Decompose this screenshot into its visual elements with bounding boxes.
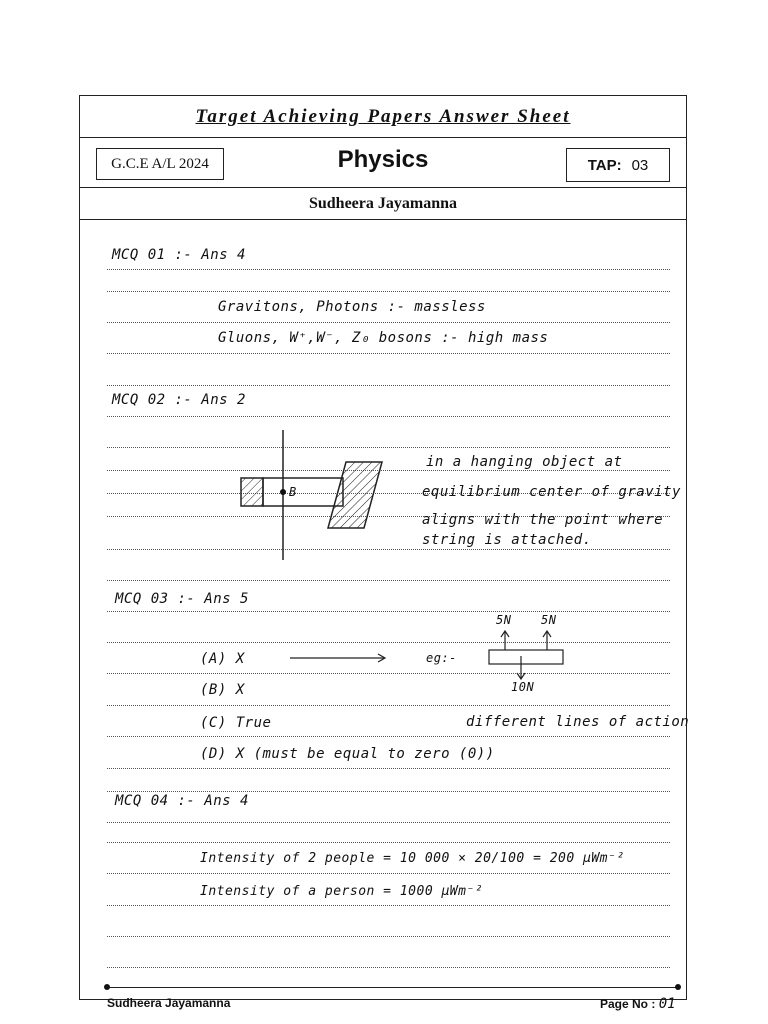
mcq04-heading: MCQ 04 :- Ans 4 [115, 793, 249, 809]
ruled-line [107, 291, 670, 292]
ruled-line [107, 673, 670, 674]
hatched-block-left [241, 478, 263, 506]
ruled-line [107, 580, 670, 581]
mcq03-option-d: (D) X (must be equal to zero (0)) [200, 746, 495, 762]
footer-rule-dot-left [104, 984, 110, 990]
tap-label: TAP: [587, 156, 622, 174]
mcq02-note4: string is attached. [422, 532, 592, 548]
eg-label: eg:- [426, 651, 457, 665]
point-b-label: B [289, 485, 297, 499]
mcq02-note2: equilibrium center of gravity [422, 484, 681, 500]
ruled-line [107, 822, 670, 823]
mcq03-option-c: (C) True [200, 715, 272, 731]
mcq03-option-b: (B) X [200, 682, 245, 698]
footer-page-value: 01 [658, 996, 676, 1012]
author-name: Sudheera Jayamanna [80, 188, 686, 220]
mcq04-line2: Intensity of a person = 1000 μWm⁻² [200, 884, 484, 899]
force-left-label: 5N [496, 613, 512, 627]
point-b [280, 489, 286, 495]
ruled-line [107, 791, 670, 792]
footer-author: Sudheera Jayamanna [107, 996, 231, 1010]
ruled-line [107, 736, 670, 737]
footer-page [600, 996, 676, 1012]
ruled-line [107, 842, 670, 843]
ruled-line [107, 905, 670, 906]
hanging-object-diagram [236, 428, 416, 563]
ruled-line [107, 416, 670, 417]
ruled-line [107, 768, 670, 769]
mcq03-note: different lines of action [466, 714, 690, 730]
ruled-line [107, 967, 670, 968]
ruled-line [107, 322, 670, 323]
ruled-line [107, 705, 670, 706]
ruled-line [107, 385, 670, 386]
mcq03-option-a: (A) X [200, 651, 245, 667]
ruled-line [107, 873, 670, 874]
mcq04-line1: Intensity of 2 people = 10 000 × 20/100 = 200 μWm⁻² [200, 851, 625, 866]
mcq02-note1: in a hanging object at [426, 454, 623, 470]
ruled-line [107, 936, 670, 937]
mcq01-heading: MCQ 01 :- Ans 4 [112, 247, 246, 263]
exam-box: G.C.E A/L 2024 [96, 148, 224, 180]
mcq01-line2: Gluons, W⁺,W⁻, Z₀ bosons :- high mass [218, 330, 549, 346]
ruled-line [107, 269, 670, 270]
ruled-line [107, 611, 670, 612]
tap-box [566, 148, 670, 182]
rod [263, 478, 343, 506]
arrow-to-example [288, 651, 392, 665]
force-right-label: 5N [541, 613, 557, 627]
ruled-line [107, 642, 670, 643]
mcq02-heading: MCQ 02 :- Ans 2 [112, 392, 246, 408]
tap-value: 03 [631, 156, 649, 174]
mcq03-heading: MCQ 03 :- Ans 5 [115, 591, 249, 607]
hatched-block-right [328, 462, 382, 528]
mcq01-line1: Gravitons, Photons :- massless [218, 299, 486, 315]
ruled-line [107, 353, 670, 354]
beam [489, 650, 563, 664]
force-diagram [486, 628, 568, 684]
footer-rule-dot-right [675, 984, 681, 990]
force-down-label: 10N [511, 680, 535, 694]
mcq02-note3: aligns with the point where [422, 512, 664, 528]
footer-page-label: Page No : [600, 997, 656, 1011]
footer-rule [107, 987, 679, 988]
subject-title: Physics [337, 146, 429, 173]
sheet-title: Target Achieving Papers Answer Sheet [80, 96, 686, 138]
header-info-row [80, 138, 686, 188]
